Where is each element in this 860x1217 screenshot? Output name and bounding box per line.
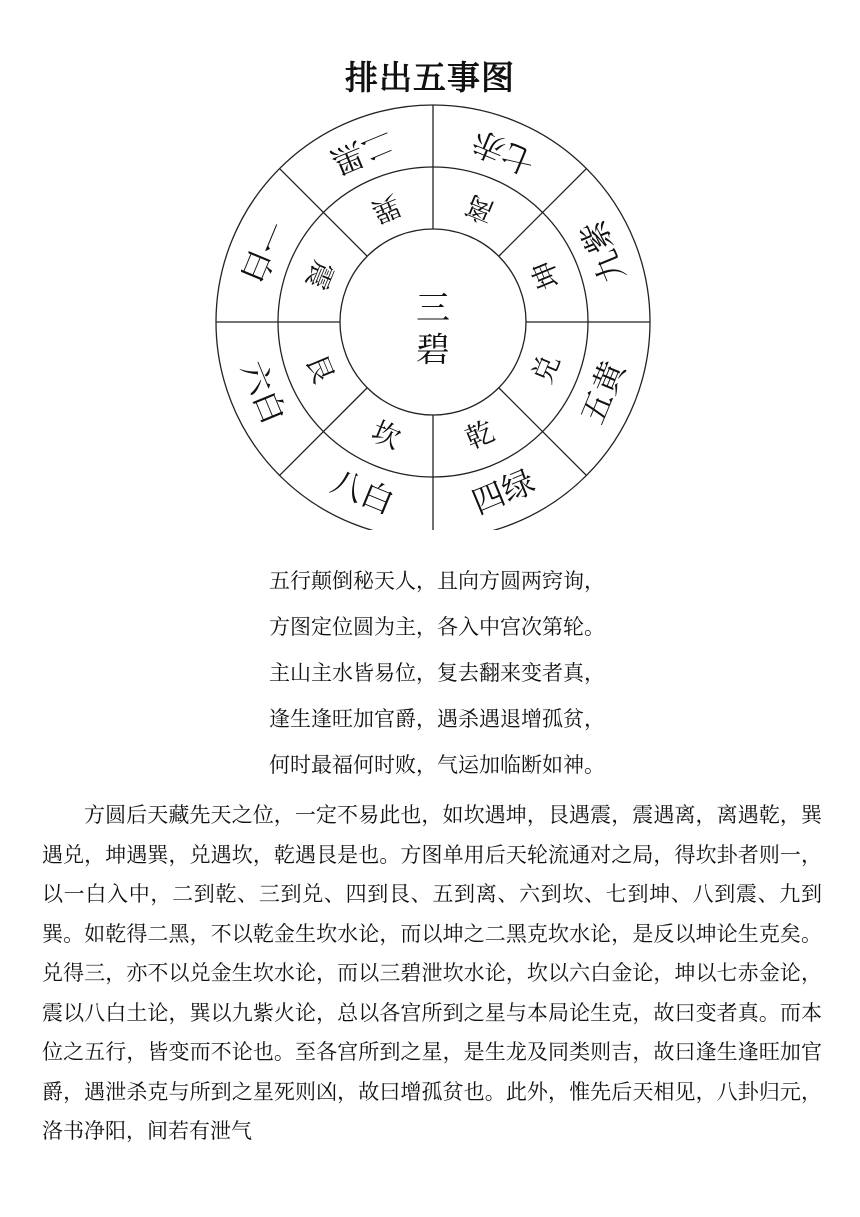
sector-divider: [499, 388, 587, 476]
sector-divider: [499, 169, 587, 257]
poem-line: 方图定位圆为主，各入中宫次第轮。: [269, 615, 605, 639]
outer-ring-label: 二黑: [325, 122, 400, 182]
outer-ring-label: 六白: [233, 355, 293, 430]
commentary-paragraph: 方圆后天藏先天之位，一定不易此也，如坎遇坤，艮遇震，震遇离，离遇乾，巽遇兑，坤遇巽，兑遇坎，乾遇艮是也。方图单用后天轮流通对之局，得坎卦者则一，以一白入中，二到乾、三到兑、四到艮、五到离、六到坎、七到坤、八到震、九到巽。如乾得二黑，不以乾金生坎水论，而以坤之二黑克坎水论，是反以坤论生克矣。兑得三，亦不以兑金生坎水论，而以三碧泄坎水论，坎以六白金论，坤以七赤金论，震以八白土论，巽以九紫火论，总以各宫所到之星与本局论生克，故曰变者真。而本位之五行，皆变而不论也。至各宫所到之星，是生龙及同类则吉，故曰逢生逢旺加官爵，遇泄杀克与所到之星死则凶，故曰增孤贫也。此外，惟先后天相见，八卦归元，洛书净阳，间若有泄气: [42, 803, 822, 1143]
sector-divider: [280, 388, 368, 476]
concentric-wheel: [216, 105, 650, 530]
middle-ring-label: 兑: [525, 349, 567, 389]
poem-line: 逢生逢旺加官爵，遇杀遇退增孤贫，: [269, 707, 605, 731]
poem: [0, 566, 860, 796]
outer-ring-label: 四绿: [466, 462, 541, 522]
middle-ring-label: 离: [460, 188, 500, 230]
outer-ring-label: 九紫: [573, 214, 633, 289]
outer-ring-label: 八白: [325, 462, 400, 522]
page-title: 排出五事图: [345, 58, 515, 97]
outer-ring-label: 五黄: [573, 355, 633, 430]
outer-ring-label: 七赤: [466, 122, 541, 182]
poem-line: 五行颠倒秘天人，且向方圆两窍询，: [269, 569, 605, 593]
middle-ring-label: 震: [299, 255, 341, 295]
center-label-bottom: 碧: [416, 330, 450, 371]
middle-ring-label: 巽: [366, 188, 406, 230]
five-affairs-diagram: [0, 90, 860, 530]
outer-ring-label: 一白: [233, 214, 293, 289]
middle-ring-label: 艮: [299, 349, 341, 389]
middle-ring-label: 坤: [525, 255, 567, 295]
middle-ring-label: 乾: [460, 414, 500, 456]
sector-divider: [280, 169, 368, 257]
middle-ring-label: 坎: [366, 414, 406, 456]
center-label-top: 三: [416, 288, 450, 329]
poem-line: 何时最福何时败，气运加临断如神。: [269, 753, 605, 777]
poem-line: 主山主水皆易位，复去翻来变者真，: [269, 661, 605, 685]
